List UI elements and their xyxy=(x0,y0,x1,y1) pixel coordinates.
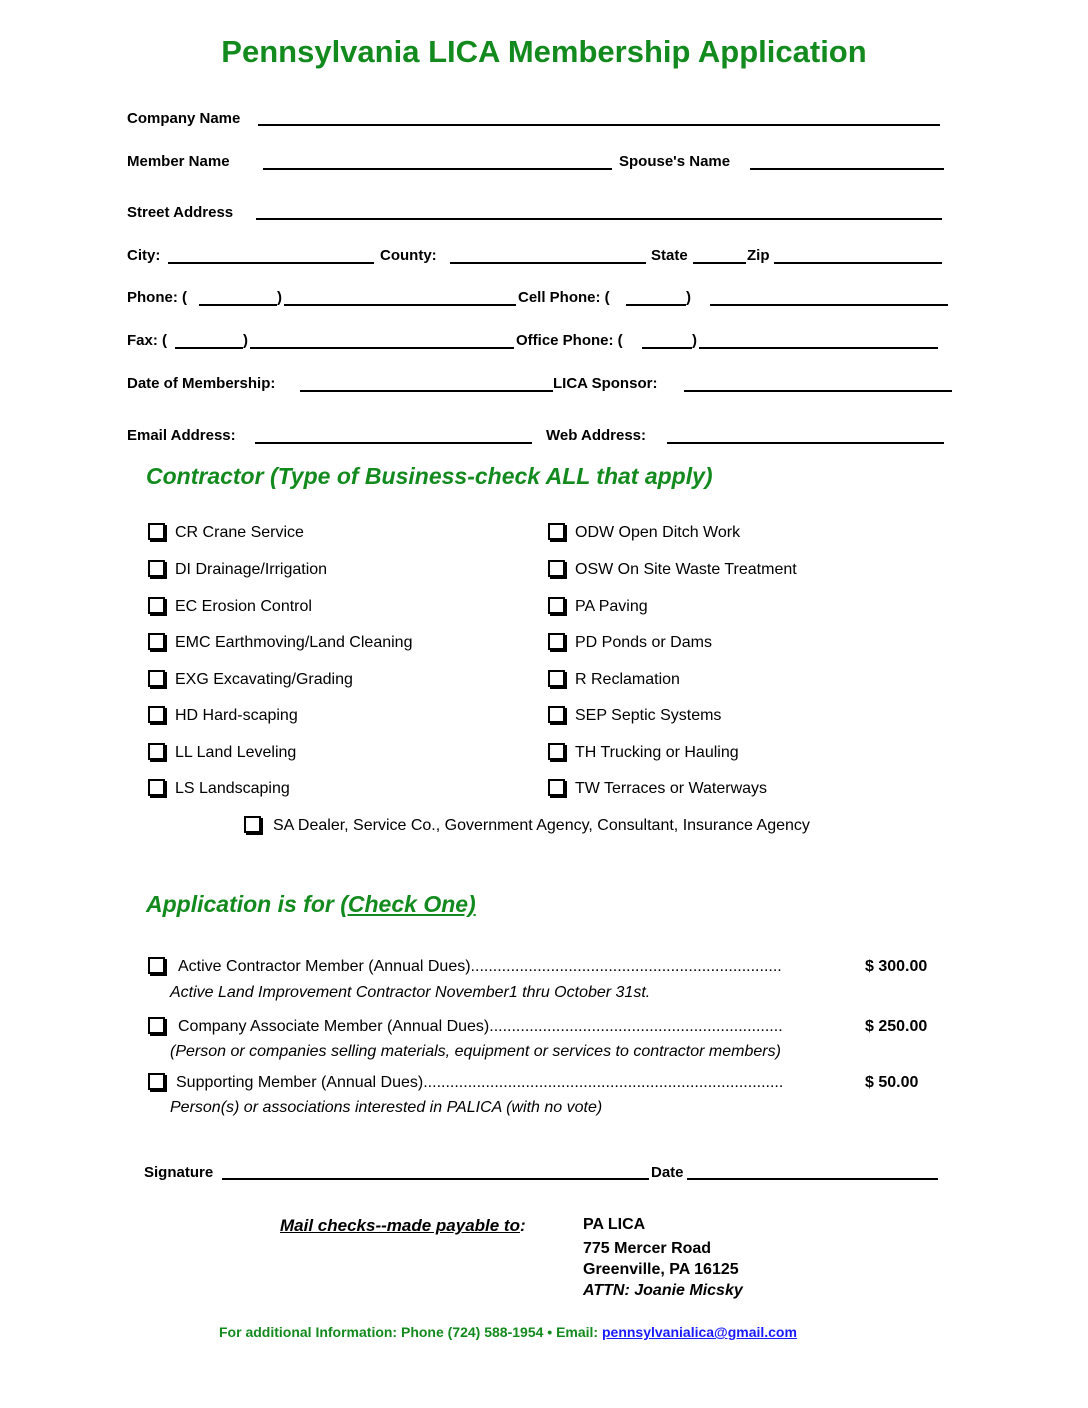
checkbox-sa[interactable] xyxy=(244,816,261,833)
checkbox-th[interactable] xyxy=(548,743,565,760)
option-pd-label: PD Ponds or Dams xyxy=(575,634,712,651)
date-of-membership-label: Date of Membership: xyxy=(127,375,276,392)
active-contractor-label: Active Contractor Member (Annual Dues)...................................................................... xyxy=(178,958,782,975)
phone-number-field[interactable] xyxy=(284,304,516,306)
city-label: City: xyxy=(127,247,161,264)
fax-number-field[interactable] xyxy=(250,347,514,349)
mail-address-line-2: 775 Mercer Road xyxy=(583,1240,712,1257)
checkbox-ec[interactable] xyxy=(148,597,165,614)
fax-label: Fax: ( xyxy=(127,332,168,349)
member-name-label: Member Name xyxy=(127,153,230,170)
checkbox-emc[interactable] xyxy=(148,633,165,650)
option-odw-label: ODW Open Ditch Work xyxy=(575,524,741,541)
footer-contact xyxy=(219,1324,797,1340)
spouse-name-field[interactable] xyxy=(750,168,944,170)
checkbox-sep[interactable] xyxy=(548,706,565,723)
cell-area-code-field[interactable] xyxy=(626,304,686,306)
option-cr-label: CR Crane Service xyxy=(175,524,304,541)
signature-field[interactable] xyxy=(222,1178,649,1180)
supporting-member-note: Person(s) or associations interested in PALICA (with no vote) xyxy=(170,1099,603,1116)
checkbox-cr[interactable] xyxy=(148,523,165,540)
checkbox-pa[interactable] xyxy=(548,597,565,614)
application-heading-check: (Check One) xyxy=(340,891,476,917)
date-of-membership-field[interactable] xyxy=(300,390,553,392)
office-phone-label: Office Phone: ( xyxy=(516,332,623,349)
checkbox-r[interactable] xyxy=(548,670,565,687)
county-label: County: xyxy=(380,247,437,264)
web-address-label: Web Address: xyxy=(546,427,647,444)
option-ec-label: EC Erosion Control xyxy=(175,598,312,615)
street-address-label: Street Address xyxy=(127,204,234,221)
contractor-heading: Contractor (Type of Business-check ALL that apply) xyxy=(146,463,713,489)
cell-number-field[interactable] xyxy=(710,304,948,306)
option-hd-label: HD Hard-scaping xyxy=(175,707,298,724)
checkbox-tw[interactable] xyxy=(548,779,565,796)
cell-phone-label: Cell Phone: ( xyxy=(518,289,610,306)
mail-address-line-3: Greenville, PA 16125 xyxy=(583,1261,739,1278)
date-field[interactable] xyxy=(687,1178,938,1180)
option-exg-label: EXG Excavating/Grading xyxy=(175,671,353,688)
footer-text: For additional Information: Phone (724) 588-1954 • Email: xyxy=(219,1324,602,1340)
web-address-field[interactable] xyxy=(667,442,944,444)
option-ll-label: LL Land Leveling xyxy=(175,744,297,761)
fax-area-code-field[interactable] xyxy=(175,347,243,349)
office-number-field[interactable] xyxy=(699,347,938,349)
zip-label: Zip xyxy=(747,247,770,264)
email-address-label: Email Address: xyxy=(127,427,236,444)
supporting-member-label: Supporting Member (Annual Dues)................................................................................. xyxy=(176,1074,784,1091)
state-field[interactable] xyxy=(693,262,746,264)
option-tw-label: TW Terraces or Waterways xyxy=(575,780,768,797)
option-sa-label: SA Dealer, Service Co., Government Agency, Consultant, Insurance Agency xyxy=(273,817,810,834)
checkbox-hd[interactable] xyxy=(148,706,165,723)
street-address-field[interactable] xyxy=(256,218,942,220)
fax-close-paren: ) xyxy=(243,332,248,349)
spouse-name-label: Spouse's Name xyxy=(619,153,731,170)
footer-email-link[interactable]: pennsylvanialica@gmail.com xyxy=(601,1324,797,1340)
option-pa-label: PA Paving xyxy=(575,598,648,615)
application-heading xyxy=(146,891,476,918)
checkbox-exg[interactable] xyxy=(148,670,165,687)
company-associate-amount: $ 250.00 xyxy=(865,1018,928,1035)
company-name-field[interactable] xyxy=(258,124,940,126)
company-name-label: Company Name xyxy=(127,110,241,127)
lica-sponsor-field[interactable] xyxy=(684,390,952,392)
email-address-field[interactable] xyxy=(255,442,532,444)
city-field[interactable] xyxy=(168,262,374,264)
supporting-member-amount: $ 50.00 xyxy=(865,1074,919,1091)
option-sep-label: SEP Septic Systems xyxy=(575,707,722,724)
company-associate-label: Company Associate Member (Annual Dues).................................................................. xyxy=(178,1018,783,1035)
cell-close-paren: ) xyxy=(686,289,691,306)
mail-address-line-1: PA LICA xyxy=(583,1216,646,1233)
option-emc-label: EMC Earthmoving/Land Cleaning xyxy=(175,634,413,651)
option-osw-label: OSW On Site Waste Treatment xyxy=(575,561,797,578)
lica-sponsor-label: LICA Sponsor: xyxy=(553,375,658,392)
option-th-label: TH Trucking or Hauling xyxy=(575,744,739,761)
office-close-paren: ) xyxy=(692,332,697,349)
phone-close-paren: ) xyxy=(277,289,282,306)
phone-area-code-field[interactable] xyxy=(199,304,277,306)
mail-checks-label xyxy=(280,1216,526,1236)
checkbox-ls[interactable] xyxy=(148,779,165,796)
checkbox-supporting-member[interactable] xyxy=(148,1073,165,1090)
checkbox-di[interactable] xyxy=(148,560,165,577)
application-heading-prefix: Application is for xyxy=(146,891,341,917)
date-label: Date xyxy=(651,1164,684,1181)
checkbox-odw[interactable] xyxy=(548,523,565,540)
mail-checks-colon: : xyxy=(519,1216,526,1235)
checkbox-active-contractor[interactable] xyxy=(148,957,165,974)
active-contractor-note: Active Land Improvement Contractor November1 thru October 31st. xyxy=(170,984,651,1001)
office-area-code-field[interactable] xyxy=(642,347,692,349)
phone-label: Phone: ( xyxy=(127,289,187,306)
mail-attn: ATTN: Joanie Micsky xyxy=(583,1282,743,1299)
zip-field[interactable] xyxy=(774,262,942,264)
member-name-field[interactable] xyxy=(263,168,612,170)
company-associate-note: (Person or companies selling materials, equipment or services to contractor members) xyxy=(170,1043,781,1060)
state-label: State xyxy=(651,247,688,264)
signature-label: Signature xyxy=(144,1164,214,1181)
county-field[interactable] xyxy=(450,262,646,264)
active-contractor-amount: $ 300.00 xyxy=(865,958,928,975)
option-di-label: DI Drainage/Irrigation xyxy=(175,561,328,578)
option-ls-label: LS Landscaping xyxy=(175,780,290,797)
checkbox-osw[interactable] xyxy=(548,560,565,577)
option-r-label: R Reclamation xyxy=(575,671,680,688)
checkbox-ll[interactable] xyxy=(148,743,165,760)
checkbox-company-associate[interactable] xyxy=(148,1017,165,1034)
checkbox-pd[interactable] xyxy=(548,633,565,650)
form-title: Pennsylvania LICA Membership Application xyxy=(221,34,867,69)
mail-checks-text: Mail checks--made payable to xyxy=(280,1216,520,1235)
